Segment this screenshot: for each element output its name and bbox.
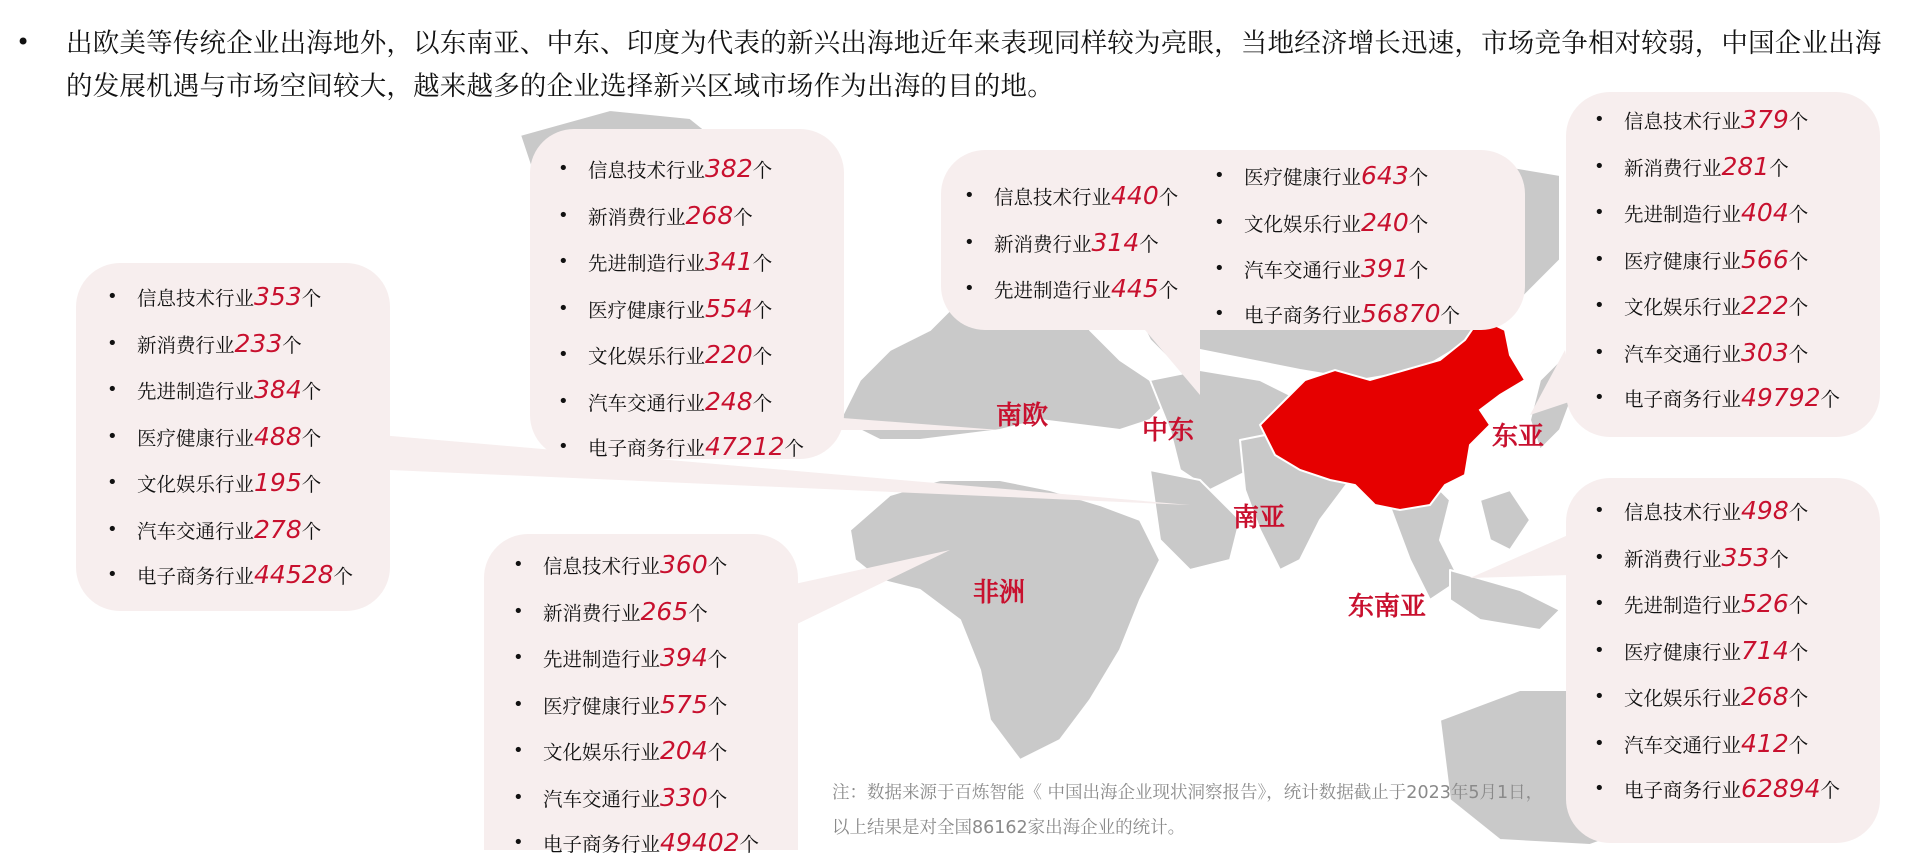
industry-count: 240: [1361, 207, 1409, 237]
bubble-southeast-asia-list: [1594, 489, 1880, 811]
industry-count: 233: [234, 328, 283, 358]
industry-unit: 个: [333, 564, 354, 588]
industry-count: 526: [1741, 589, 1789, 619]
industry-label: 文化娱乐行业: [1244, 212, 1362, 236]
industry-item: [558, 240, 844, 287]
industry-label: 新消费行业: [137, 333, 235, 357]
industry-label: 电子商务行业: [137, 564, 255, 588]
bubble-west: [76, 263, 390, 611]
industry-label: 先进制造行业: [588, 252, 706, 276]
industry-count: 575: [660, 689, 708, 719]
region-south-asia: 南亚: [1233, 503, 1286, 533]
industry-item: [1594, 378, 1880, 420]
industry-label: 新消费行业: [588, 205, 686, 229]
industry-count: 268: [1741, 682, 1789, 712]
industry-unit: 个: [707, 648, 728, 672]
industry-label: 先进制造行业: [137, 380, 255, 404]
industry-count: 440: [1111, 181, 1159, 210]
industry-unit: 个: [733, 205, 753, 229]
bubble-south-europe-list: [558, 147, 844, 469]
region-south-europe: 南欧: [996, 401, 1049, 431]
industry-label: 先进制造行业: [994, 279, 1112, 303]
bubble-west-list: [107, 275, 390, 597]
industry-count: 404: [1741, 198, 1789, 228]
industry-item: [1594, 675, 1880, 722]
industry-unit: 个: [752, 159, 773, 182]
industry-item: [1594, 769, 1880, 811]
industry-unit: 个: [1788, 687, 1809, 711]
industry-unit: 个: [1408, 212, 1429, 236]
industry-label: 新消费行业: [994, 232, 1092, 256]
industry-item: [1594, 331, 1880, 378]
industry-label: 文化娱乐行业: [1624, 687, 1742, 711]
industry-unit: 个: [784, 436, 805, 460]
industry-count: 248: [705, 386, 753, 416]
industry-label: 电子商务行业: [588, 436, 706, 460]
industry-unit: 个: [1788, 501, 1809, 524]
industry-unit: 个: [1440, 303, 1461, 327]
industry-label: 汽车交通行业: [588, 391, 706, 415]
industry-count: 714: [1741, 635, 1789, 665]
industry-label: 汽车交通行业: [1244, 259, 1362, 283]
industry-count: 222: [1741, 291, 1789, 321]
industry-item: [1594, 191, 1880, 238]
industry-count: 554: [705, 293, 753, 323]
industry-item: [107, 461, 390, 508]
industry-unit: 个: [282, 333, 302, 357]
industry-item: [107, 322, 390, 369]
industry-unit: 个: [707, 741, 728, 765]
industry-unit: 个: [688, 601, 708, 625]
industry-count: 47212: [705, 431, 785, 461]
industry-item: [1594, 145, 1880, 192]
bubble-east-asia-list: [1594, 98, 1880, 420]
industry-unit: 个: [301, 426, 322, 450]
industry-item: [107, 555, 390, 597]
intro-bullet: •: [16, 28, 31, 56]
industry-label: 文化娱乐行业: [543, 741, 661, 765]
industry-label: 文化娱乐行业: [588, 345, 706, 369]
region-africa: 非洲: [973, 578, 1026, 608]
industry-unit: 个: [301, 380, 322, 404]
industry-label: 汽车交通行业: [543, 787, 661, 811]
industry-label: 先进制造行业: [1624, 594, 1742, 618]
industry-label: 文化娱乐行业: [1624, 296, 1742, 320]
bubble-south-europe: [530, 129, 844, 459]
industry-item: [1594, 238, 1880, 285]
region-middle-east: 中东: [1142, 416, 1195, 446]
industry-count: 384: [254, 375, 302, 405]
region-southeast-asia: 东南亚: [1348, 592, 1427, 622]
industry-label: 新消费行业: [1624, 156, 1722, 180]
industry-unit: 个: [707, 694, 728, 718]
industry-count: 445: [1111, 274, 1159, 304]
industry-unit: 个: [301, 287, 322, 310]
industry-item: [964, 174, 1204, 221]
industry-count: 303: [1741, 337, 1789, 367]
industry-item: [1594, 98, 1880, 145]
industry-label: 信息技术行业: [1624, 501, 1742, 524]
industry-unit: 个: [301, 473, 322, 497]
industry-item: [513, 776, 798, 823]
industry-count: 268: [685, 200, 734, 230]
industry-unit: 个: [1788, 640, 1809, 664]
industry-item: [1214, 201, 1514, 248]
industry-item: [558, 427, 844, 469]
industry-unit: 个: [707, 787, 728, 811]
industry-unit: 个: [1820, 778, 1841, 802]
industry-label: 信息技术行业: [1624, 110, 1742, 133]
industry-count: 360: [660, 550, 708, 579]
industry-unit: 个: [752, 345, 773, 369]
industry-label: 医疗健康行业: [543, 694, 661, 718]
industry-unit: 个: [1788, 594, 1809, 618]
industry-unit: 个: [1788, 296, 1809, 320]
industry-count: 498: [1741, 496, 1789, 525]
industry-count: 49402: [660, 827, 740, 857]
industry-count: 49792: [1741, 382, 1821, 412]
industry-label: 医疗健康行业: [1244, 166, 1362, 189]
industry-label: 电子商务行业: [1244, 303, 1362, 327]
industry-label: 医疗健康行业: [137, 426, 255, 450]
bubble-middle-east: [941, 150, 1525, 330]
industry-item: [558, 147, 844, 194]
industry-label: 医疗健康行业: [588, 298, 706, 322]
industry-unit: 个: [1788, 110, 1809, 133]
industry-label: 先进制造行业: [543, 648, 661, 672]
industry-count: 412: [1741, 728, 1789, 758]
industry-label: 医疗健康行业: [1624, 640, 1742, 664]
industry-count: 265: [640, 596, 689, 626]
industry-label: 新消费行业: [543, 601, 641, 625]
industry-unit: 个: [1408, 166, 1429, 189]
industry-item: [513, 590, 798, 637]
industry-label: 医疗健康行业: [1624, 249, 1742, 273]
industry-count: 394: [660, 643, 708, 673]
industry-label: 汽车交通行业: [1624, 733, 1742, 757]
industry-item: [513, 636, 798, 683]
industry-label: 信息技术行业: [137, 287, 255, 310]
industry-label: 电子商务行业: [543, 832, 661, 856]
industry-item: [1594, 536, 1880, 583]
industry-item: [107, 368, 390, 415]
industry-unit: 个: [1769, 156, 1789, 180]
industry-count: 382: [705, 154, 753, 183]
industry-unit: 个: [739, 832, 760, 856]
industry-item: [513, 729, 798, 776]
industry-label: 信息技术行业: [543, 555, 661, 578]
industry-item: [107, 508, 390, 555]
industry-item: [1594, 284, 1880, 331]
industry-item: [107, 415, 390, 462]
industry-unit: 个: [301, 519, 322, 543]
industry-label: 电子商务行业: [1624, 387, 1742, 411]
industry-unit: 个: [1820, 387, 1841, 411]
industry-item: [107, 275, 390, 322]
industry-count: 341: [705, 247, 753, 277]
bubble-middle-east-list-left: [964, 174, 1204, 314]
industry-item: [558, 333, 844, 380]
intro-text: 出欧美等传统企业出海地外，以东南亚、中东、印度为代表的新兴出海地近年来表现同样较为亮眼，当地经济增长迅速，市场竞争相对较弱，中国企业出海的发展机遇与市场空间较大，越来越多的企业选择新兴区域市场作为出海的目的地。: [66, 28, 1882, 102]
industry-count: 353: [254, 282, 302, 311]
industry-unit: 个: [1769, 547, 1789, 571]
industry-item: [1214, 154, 1514, 201]
industry-item: [513, 823, 798, 865]
industry-label: 信息技术行业: [588, 159, 706, 182]
industry-item: [1594, 722, 1880, 769]
bubble-east-asia: [1566, 92, 1880, 437]
industry-count: 330: [660, 782, 708, 812]
industry-count: 314: [1091, 227, 1140, 257]
industry-count: 204: [660, 736, 708, 766]
industry-label: 电子商务行业: [1624, 778, 1742, 802]
industry-item: [513, 683, 798, 730]
industry-unit: 个: [752, 252, 773, 276]
industry-item: [1214, 247, 1514, 294]
industry-item: [513, 543, 798, 590]
industry-unit: 个: [752, 391, 773, 415]
industry-count: 643: [1361, 161, 1409, 190]
industry-label: 文化娱乐行业: [137, 473, 255, 497]
industry-unit: 个: [1788, 203, 1809, 227]
industry-unit: 个: [1158, 279, 1179, 303]
bubble-africa: [484, 534, 798, 857]
industry-item: [558, 380, 844, 427]
industry-count: 379: [1741, 105, 1789, 134]
industry-label: 汽车交通行业: [1624, 342, 1742, 366]
region-east-asia: 东亚: [1492, 422, 1545, 452]
industry-unit: 个: [707, 555, 728, 578]
industry-unit: 个: [1788, 342, 1809, 366]
industry-unit: 个: [1788, 249, 1809, 273]
industry-count: 195: [254, 468, 302, 498]
industry-unit: 个: [1158, 186, 1179, 209]
industry-label: 新消费行业: [1624, 547, 1722, 571]
industry-count: 391: [1361, 254, 1409, 284]
industry-count: 220: [705, 340, 753, 370]
industry-label: 信息技术行业: [994, 186, 1112, 209]
industry-count: 56870: [1361, 298, 1441, 328]
industry-item: [1594, 489, 1880, 536]
industry-unit: 个: [1408, 259, 1429, 283]
industry-count: 44528: [254, 559, 334, 589]
industry-item: [558, 287, 844, 334]
source-note: 注：数据来源于百炼智能《 中国出海企业现状洞察报告》，统计数据截止于2023年5月1日，以上结果是对全国86162家出海企业的统计。: [832, 783, 1544, 838]
bubble-southeast-asia: [1566, 478, 1880, 843]
industry-label: 先进制造行业: [1624, 203, 1742, 227]
industry-count: 488: [254, 421, 302, 451]
industry-count: 566: [1741, 244, 1789, 274]
bubble-middle-east-list-right: [1214, 154, 1514, 336]
industry-item: [964, 221, 1204, 268]
industry-item: [558, 194, 844, 241]
industry-count: 353: [1721, 542, 1770, 572]
industry-unit: 个: [1788, 733, 1809, 757]
industry-count: 62894: [1741, 773, 1821, 803]
industry-label: 汽车交通行业: [137, 519, 255, 543]
industry-item: [1594, 629, 1880, 676]
industry-item: [964, 267, 1204, 314]
industry-count: 278: [254, 514, 302, 544]
industry-item: [1214, 294, 1514, 336]
industry-unit: 个: [752, 298, 773, 322]
industry-item: [1594, 582, 1880, 629]
bubble-africa-list: [513, 543, 798, 865]
industry-count: 281: [1721, 151, 1770, 181]
industry-unit: 个: [1139, 232, 1159, 256]
